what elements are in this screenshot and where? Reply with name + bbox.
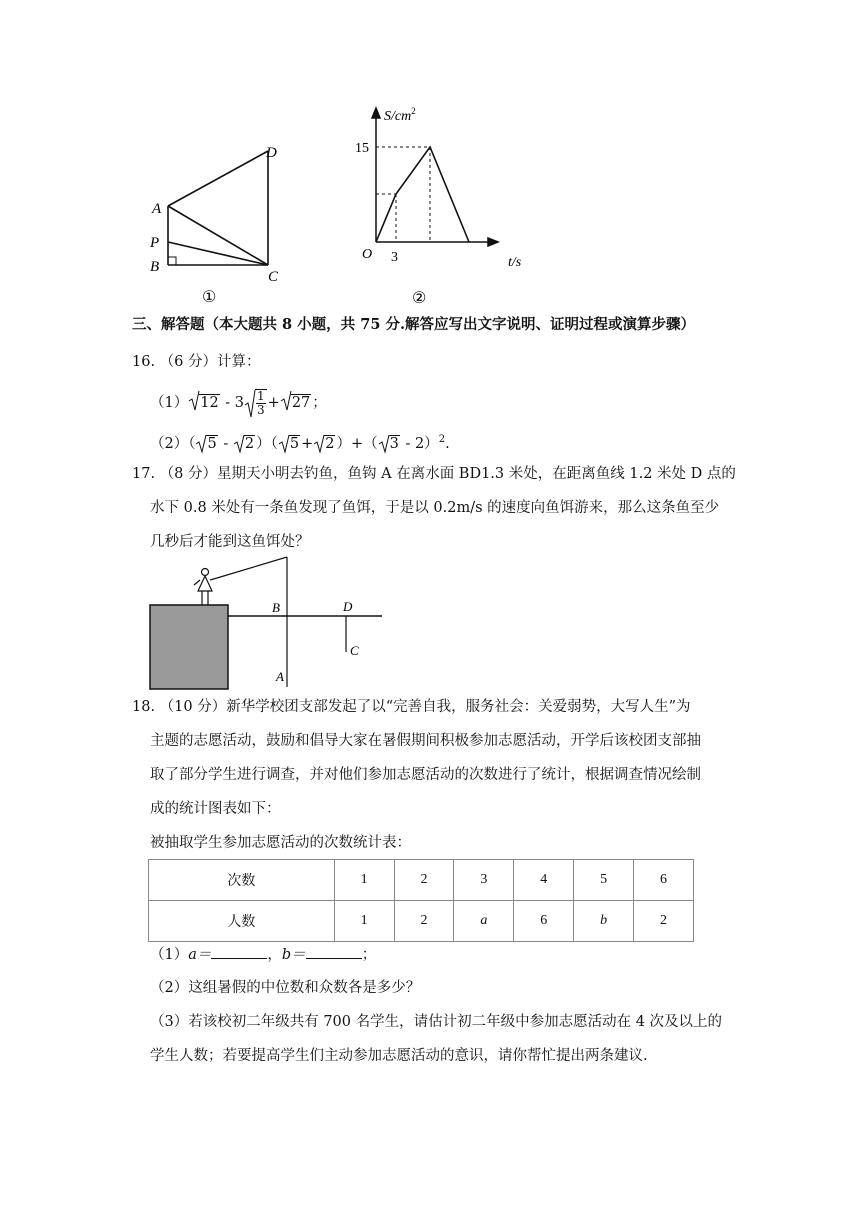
q18-line1: 18. （10 分）新华学校团支部发起了以“完善自我，服务社会：关爱弱势，大写人生”为 (132, 699, 691, 715)
q18-line3: 取了部分学生进行调查，并对他们参加志愿活动的次数进行了统计，根据调查情况绘制 (150, 767, 701, 783)
segment-ad (168, 151, 268, 206)
table-cell: 4 (514, 860, 574, 901)
riverbank-block (150, 605, 228, 689)
figure-2-graph (338, 98, 538, 310)
table-cell: 3 (454, 860, 514, 901)
table-row (149, 860, 694, 901)
sqrt-12: 12 (188, 388, 219, 418)
label-c: C (268, 269, 279, 285)
label-a: A (276, 669, 284, 684)
table-row (149, 901, 694, 942)
sqrt-one-third: $\frac{1}{3}$ (244, 388, 267, 418)
q18-line4: 成的统计图表如下： (150, 801, 281, 817)
y-axis-arrow (372, 108, 380, 118)
x-axis-arrow (488, 238, 498, 246)
label-d: D (266, 145, 277, 161)
q18-line2: 主题的志愿活动，鼓励和倡导大家在暑假期间积极参加志愿活动，开学后该校团支部抽 (150, 733, 701, 749)
table-cell: 2 (394, 901, 454, 942)
q17-line2: 水下 0.8 米处有一条鱼发现了鱼饵，于是以 0.2m/s 的速度向鱼饵游来，那么这条鱼至少 (150, 500, 720, 516)
label-a: A (152, 201, 162, 217)
y-axis-label: $S/cm^2$ (384, 106, 416, 124)
tick-x-3: 3 (391, 250, 398, 265)
table-cell: b (574, 901, 634, 942)
sqrt-2b: 2 (313, 432, 335, 456)
figure-1-caption: ① (202, 289, 217, 306)
fishing-rod (217, 557, 287, 578)
section-heading: 三、解答题（本大题共 8 小题，共 75 分.解答应写出文字说明、证明过程或演算步骤） (132, 316, 696, 333)
table-cell: 6 (634, 860, 694, 901)
table-cell: 6 (514, 901, 574, 942)
q17-line1: 17. （8 分）星期天小明去钓鱼，鱼钩 A 在离水面 BD1.3 米处，在距离鱼线 1.2 米处 D 点的 (132, 466, 736, 482)
q16-number: 16. (132, 354, 156, 370)
x-axis-label: t/s (508, 255, 522, 270)
right-angle-mark (168, 257, 176, 265)
segment-pc (168, 242, 268, 265)
sqrt-27: 27 (280, 388, 311, 418)
q18-sub3-line1: （3）若该校初二年级共有 700 名学生，请估计初二年级中参加志愿活动在 4 次及以上的 (150, 1014, 723, 1030)
answer-blank-b[interactable] (306, 944, 362, 959)
figure-fishing (145, 555, 385, 695)
tick-y-15: 15 (355, 141, 369, 156)
table-cell: 次数 (149, 860, 335, 901)
q17-line3: 几秒后才能到这鱼饵处？ (150, 534, 310, 550)
figure-2-caption: ② (412, 290, 427, 307)
q16-intro: （6 分）计算： (159, 354, 261, 370)
answer-blank-a[interactable] (211, 944, 267, 959)
table-cell: 2 (394, 860, 454, 901)
table-cell: a (454, 901, 514, 942)
segment-ac (168, 206, 268, 265)
label-d: D (343, 599, 353, 614)
person-figure (194, 569, 217, 606)
origin-label: O (362, 247, 373, 262)
stats-table (148, 859, 694, 942)
table-cell: 2 (634, 901, 694, 942)
q18-sub2: （2）这组暑假的中位数和众数各是多少？ (150, 980, 421, 996)
q18-sub1: （1）a＝ ，b＝ ； (150, 944, 376, 965)
label-p: P (150, 235, 160, 251)
q16-part2: （2）（ 5 - 2 ）（ 5 + 2 ）+（ 3 - 2）$^2$. (150, 428, 450, 452)
label-b: B (150, 259, 160, 275)
table-cell: 1 (334, 901, 394, 942)
q16-part1: （1） 12 - 3 $\frac{1}{3}$ + 27 ； (150, 388, 327, 417)
label-c: C (350, 643, 359, 658)
sqrt-3: 3 (378, 432, 400, 456)
label-b: B (272, 600, 280, 615)
table-cell: 1 (334, 860, 394, 901)
table-caption: 被抽取学生参加志愿活动的次数统计表： (150, 835, 411, 851)
table-cell: 5 (574, 860, 634, 901)
q16-header (132, 352, 261, 372)
table-cell: 人数 (149, 901, 335, 942)
sqrt-5b: 5 (278, 432, 300, 456)
q18-sub3-line2: 学生人数；若要提高学生们主动参加志愿活动的意识，请你帮忙提出两条建议. (150, 1048, 648, 1064)
sqrt-5a: 5 (195, 432, 217, 456)
sqrt-2a: 2 (233, 432, 255, 456)
figure-1-geometry (140, 130, 290, 310)
